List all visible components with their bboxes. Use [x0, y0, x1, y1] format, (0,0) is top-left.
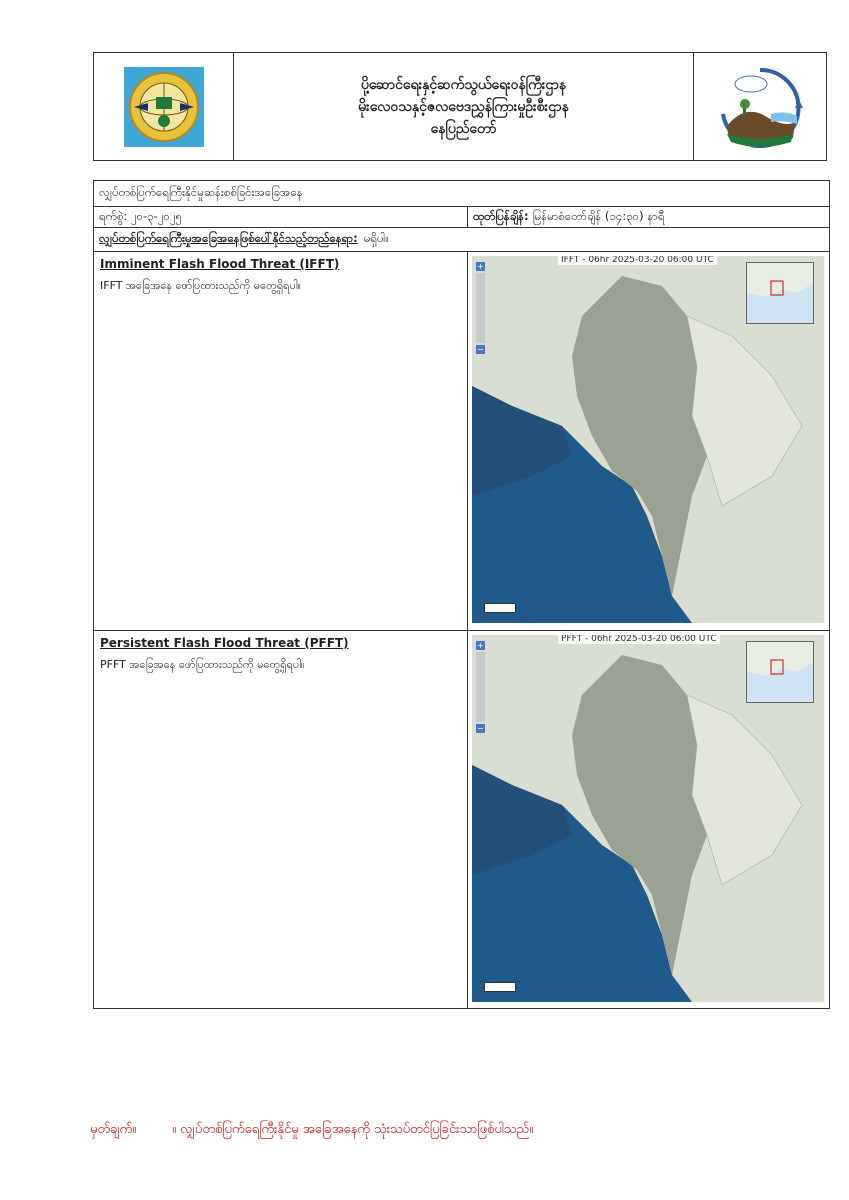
- date-text: ရက်စွဲ: ၂၀-၃-၂၀၂၅: [99, 208, 182, 223]
- zoom-out-icon[interactable]: −: [477, 345, 484, 354]
- issue-time-label: ထုတ်ပြန်ချိန်:: [473, 208, 529, 223]
- report-table: [93, 180, 830, 1009]
- ifft-title: Imminent Flash Flood Threat (IFFT): [100, 257, 340, 271]
- threat-location-value: မရှိပါ။: [363, 231, 389, 245]
- ifft-scale-bar: [484, 603, 516, 613]
- zoom-slider[interactable]: [476, 273, 485, 343]
- zoom-in-icon[interactable]: +: [477, 262, 484, 271]
- dmh-logo: [715, 64, 805, 150]
- issue-time-value: မြန်မာစံတော်ချိန် (၁၄:၃၀) နာရီ: [532, 208, 665, 223]
- issue-time-cell: [468, 207, 665, 227]
- pfft-map-label: PFFT - 06hr 2025-03-20 06:00 UTC: [558, 635, 720, 644]
- ifft-inset-image: [747, 263, 813, 323]
- pfft-title: Persistent Flash Flood Threat (PFFT): [100, 636, 349, 650]
- ministry-logo-cell: [94, 53, 234, 160]
- header-line-3: နေပြည်တော်: [430, 120, 497, 137]
- pfft-zoom-control[interactable]: [476, 641, 485, 735]
- pfft-section: [94, 631, 829, 1008]
- header-table: [93, 52, 827, 161]
- header-line-1: ပို့ဆောင်ရေးနှင့်ဆက်သွယ်ရေးဝန်ကြီးဌာန: [360, 76, 567, 93]
- ifft-section: [94, 252, 829, 631]
- zoom-slider[interactable]: [476, 652, 485, 722]
- threat-location-row: [94, 228, 829, 252]
- threat-location-label: လျှပ်တစ်ပြက်ရေကြီးမှုအခြေအနေဖြစ်ပေါ်နိုင်သည့်တည်နေရာ:: [99, 231, 358, 245]
- ifft-map-label: IFFT - 06hr 2025-03-20 06:00 UTC: [558, 256, 717, 265]
- pfft-body: PFFT အခြေအနေ ဖော်ပြထားသည်ကို မတွေ့ရှိရပါ။: [100, 658, 305, 671]
- pfft-text-cell: [94, 631, 468, 1008]
- pfft-map: [472, 635, 824, 1002]
- date-cell: [94, 207, 468, 227]
- header-title: [234, 53, 694, 160]
- ifft-body: IFFT အခြေအနေ ဖော်ပြထားသည်ကို မတွေ့ရှိရပါ။: [100, 279, 301, 292]
- pfft-overview-inset: [746, 641, 814, 703]
- footer-note-text: ။ လျှပ်တစ်ပြက်ရေကြီးနိုင်မှု အခြေအနေကို သုံးသပ်တင်ပြခြင်းသာဖြစ်ပါသည်။: [172, 1122, 534, 1137]
- ifft-map: [472, 256, 824, 623]
- ifft-overview-inset: [746, 262, 814, 324]
- header-line-2: မိုးလေဝသနှင့်ဇလဗေဒညွှန်ကြားမှုဦးစီးဌာန: [358, 98, 569, 115]
- footer-note-label: မှတ်ချက်။: [90, 1122, 137, 1137]
- dmh-logo-cell: [694, 53, 826, 160]
- ifft-zoom-control[interactable]: [476, 262, 485, 356]
- zoom-in-icon[interactable]: +: [477, 641, 484, 650]
- pfft-inset-image: [747, 642, 813, 702]
- footer-note: [90, 1121, 533, 1140]
- status-title: လျှပ်တစ်ပြက်ရေကြီးနိုင်မှုဆန်းစစ်ခြင်းအခြေအနေ: [99, 185, 303, 199]
- pfft-scale-bar: [484, 982, 516, 992]
- date-row: [94, 207, 829, 228]
- zoom-out-icon[interactable]: −: [477, 724, 484, 733]
- ministry-logo: [124, 67, 204, 147]
- ifft-text-cell: [94, 252, 468, 630]
- status-title-row: [94, 181, 829, 207]
